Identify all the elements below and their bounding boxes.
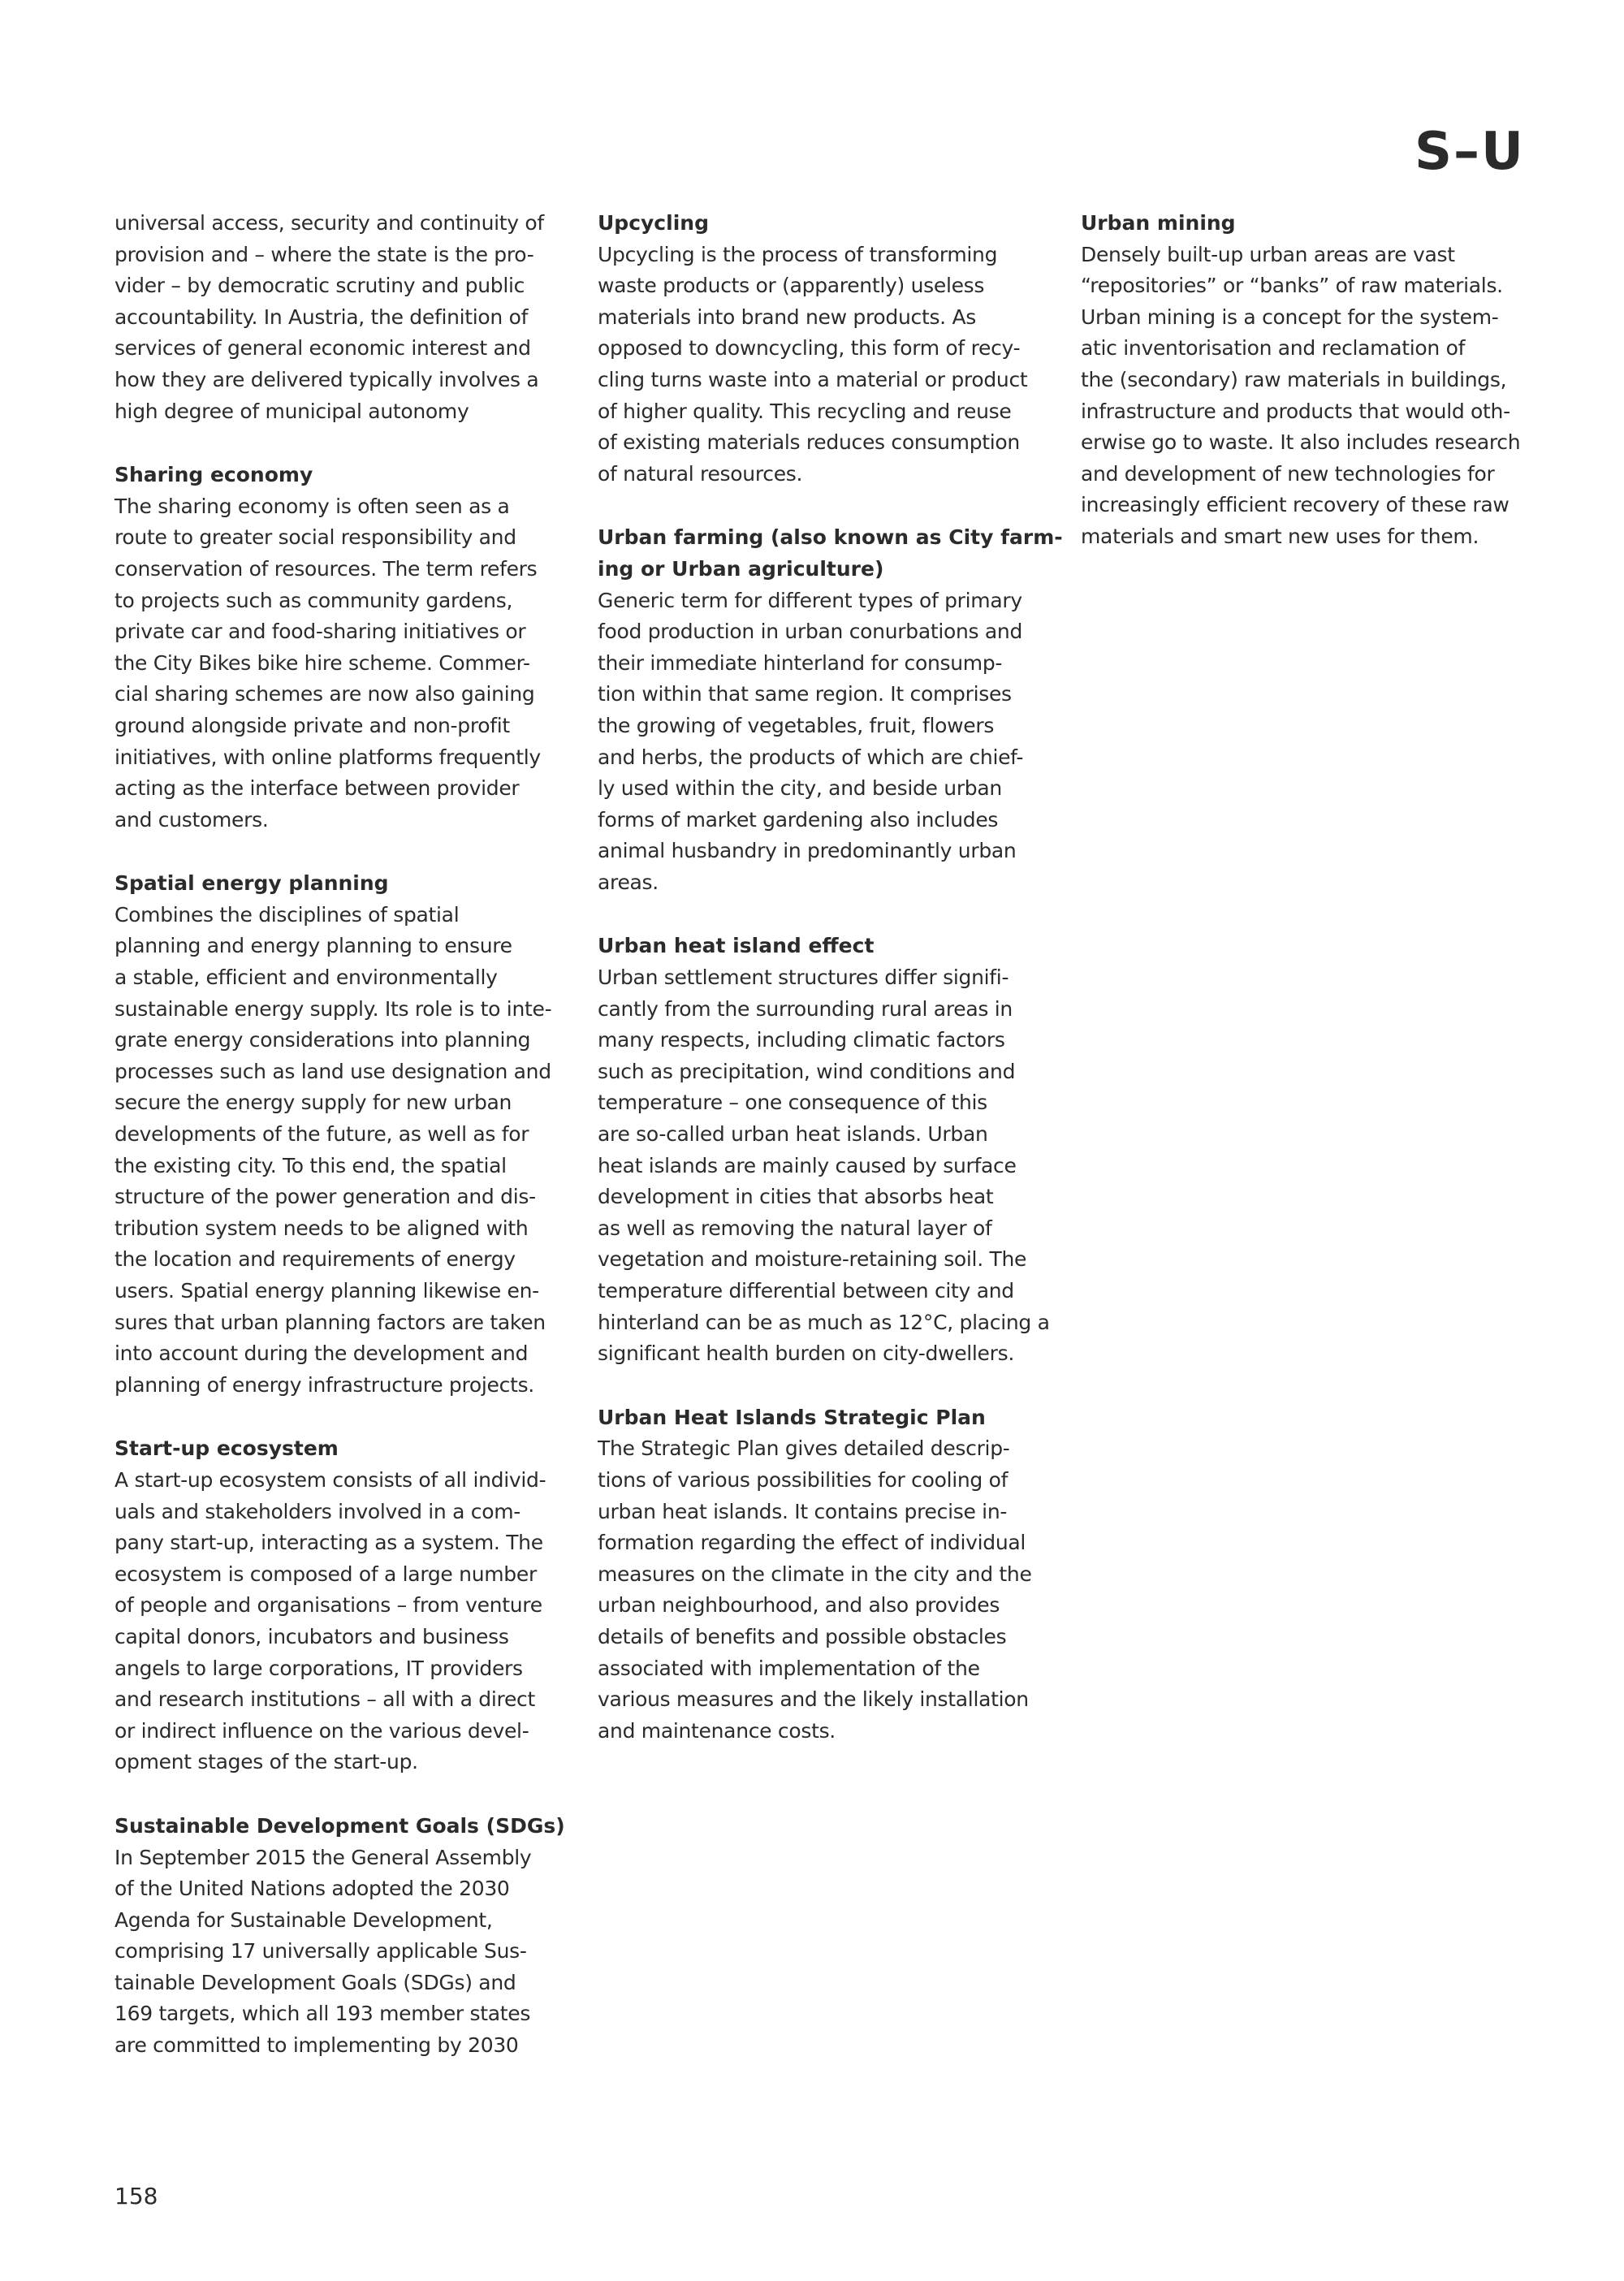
entry-text-line: of higher quality. This recycling and reuse — [598, 399, 1012, 423]
entry-text-line: into account during the development and — [114, 1341, 529, 1366]
entry-text-line: services of general economic interest and — [114, 336, 531, 361]
entry-text-line: 169 targets, which all 193 member states — [114, 2002, 531, 2026]
entry-heading: Sustainable Development Goals (SDGs) — [114, 1813, 565, 1838]
entry-text-line: how they are delivered typically involves a — [114, 367, 539, 391]
entry-text-line: accountability. In Austria, the definition of — [114, 305, 529, 329]
entry-text-line: temperature differential between city and — [598, 1279, 1014, 1303]
entry-text-line: “repositories” or “banks” of raw materials. — [1081, 274, 1503, 298]
entry-text-line: and research institutions – all with a direct — [114, 1687, 535, 1712]
entry-text-line: ly used within the city, and beside urban — [598, 776, 1002, 801]
entry-text-line: acting as the interface between provider — [114, 776, 520, 801]
glossary-entry — [598, 208, 1085, 490]
entry-text-line: processes such as land use designation and — [114, 1059, 551, 1083]
entry-text-line: significant health burden on city-dwellers. — [598, 1341, 1014, 1366]
entry-text-line: vider – by democratic scrutiny and public — [114, 274, 525, 298]
entry-text-line: a stable, efficient and environmentally — [114, 966, 498, 990]
entry-text-line: to projects such as community gardens, — [114, 588, 513, 612]
entry-heading: Urban mining — [1081, 211, 1236, 235]
entry-text-line: provision and – where the state is the pro- — [114, 242, 534, 266]
entry-text-line: tribution system needs to be aligned with — [114, 1216, 529, 1240]
entry-text-line: hinterland can be as much as 12°C, placing a — [598, 1310, 1050, 1334]
entry-text-line: many respects, including climatic factors — [598, 1028, 1005, 1052]
entry-text-line: of natural resources. — [598, 461, 803, 486]
entry-text-line: angels to large corporations, IT providers — [114, 1656, 523, 1680]
entry-text-line: tion within that same region. It comprises — [598, 682, 1012, 706]
entry-text-line: uals and stakeholders involved in a com- — [114, 1499, 520, 1523]
entry-text-line: A start-up ecosystem consists of all individ- — [114, 1467, 546, 1492]
column-3 — [1081, 208, 1568, 585]
glossary-entry — [598, 522, 1085, 898]
glossary-entry — [114, 1811, 602, 2062]
entry-text-line: the (secondary) raw materials in buildings, — [1081, 367, 1507, 391]
entry-text-line: The Strategic Plan gives detailed descrip- — [598, 1436, 1010, 1461]
glossary-entry — [1081, 208, 1568, 553]
entry-text-line: Combines the disciplines of spatial — [114, 902, 460, 927]
entry-text-line: cantly from the surrounding rural areas in — [598, 996, 1013, 1021]
entry-text-line: development in cities that absorbs heat — [598, 1185, 994, 1209]
entry-text-line: atic inventorisation and reclamation of — [1081, 336, 1466, 361]
entry-text-line: route to greater social responsibility and — [114, 525, 516, 550]
entry-text-line: food production in urban conurbations and — [598, 620, 1023, 644]
entry-heading: Sharing economy — [114, 463, 313, 487]
entry-text-line: and maintenance costs. — [598, 1718, 836, 1743]
entry-text-line: capital donors, incubators and business — [114, 1624, 509, 1648]
entry-text-line: planning and energy planning to ensure — [114, 934, 512, 958]
section-title: S–U — [1414, 122, 1525, 182]
entry-text-line: ecosystem is composed of a large number — [114, 1562, 537, 1586]
entry-heading: ing or Urban agriculture) — [598, 556, 884, 581]
entry-text-line: initiatives, with online platforms frequently — [114, 745, 541, 769]
entry-text-line: of the United Nations adopted the 2030 — [114, 1877, 510, 1901]
entry-text-line: private car and food-sharing initiatives or — [114, 620, 526, 644]
entry-heading: Spatial energy planning — [114, 871, 389, 896]
entry-text-line: and herbs, the products of which are chief- — [598, 745, 1024, 769]
entry-text-line: ground alongside private and non-profit — [114, 713, 510, 737]
entry-text-line: associated with implementation of the — [598, 1656, 980, 1680]
entry-text-line: tainable Development Goals (SDGs) and — [114, 1970, 516, 1994]
entry-text-line: urban neighbourhood, and also provides — [598, 1593, 1000, 1618]
entry-text-line: secure the energy supply for new urban — [114, 1091, 512, 1115]
entry-text-line: grate energy considerations into planning — [114, 1028, 531, 1052]
entry-text-line: measures on the climate in the city and the — [598, 1562, 1032, 1586]
entry-text-line: cling turns waste into a material or product — [598, 367, 1028, 391]
page-number: 158 — [114, 2183, 158, 2210]
entry-text-line: Generic term for different types of primary — [598, 588, 1022, 612]
entry-text-line: of existing materials reduces consumption — [598, 430, 1020, 455]
entry-text-line: Upcycling is the process of transforming — [598, 242, 998, 266]
entry-text-line: universal access, security and continuity of — [114, 211, 544, 235]
entry-heading: Urban farming (also known as City farm- — [598, 525, 1063, 550]
entry-text-line: of people and organisations – from venture — [114, 1593, 542, 1618]
entry-text-line: and customers. — [114, 807, 269, 832]
entry-text-line: areas. — [598, 870, 659, 894]
entry-text-line: Densely built-up urban areas are vast — [1081, 242, 1455, 266]
column-1 — [114, 208, 602, 2094]
entry-heading: Urban heat island effect — [598, 934, 875, 958]
entry-text-line: In September 2015 the General Assembly — [114, 1845, 532, 1869]
entry-text-line: and development of new technologies for — [1081, 461, 1495, 486]
entry-text-line: Agenda for Sustainable Development, — [114, 1907, 493, 1932]
entry-heading: Upcycling — [598, 211, 709, 235]
entry-text-line: their immediate hinterland for consump- — [598, 650, 1003, 675]
entry-text-line: are committed to implementing by 2030 — [114, 2033, 519, 2058]
entry-text-line: increasingly efficient recovery of these raw — [1081, 493, 1510, 517]
entry-text-line: sures that urban planning factors are taken — [114, 1310, 546, 1334]
entry-heading: Urban Heat Islands Strategic Plan — [598, 1405, 986, 1429]
column-2 — [598, 208, 1085, 1779]
entry-text-line: animal husbandry in predominantly urban — [598, 839, 1017, 863]
entry-text-line: various measures and the likely installation — [598, 1687, 1029, 1712]
entry-text-line: conservation of resources. The term refers — [114, 556, 538, 581]
entry-text-line: urban heat islands. It contains precise in- — [598, 1499, 1008, 1523]
entry-text-line: heat islands are mainly caused by surface — [598, 1153, 1017, 1177]
entry-text-line: The sharing economy is often seen as a — [114, 494, 510, 518]
entry-text-line: pany start-up, interacting as a system. The — [114, 1531, 543, 1555]
glossary-entry — [114, 868, 602, 1401]
entry-heading: Start-up ecosystem — [114, 1436, 339, 1461]
entry-text-line: developments of the future, as well as for — [114, 1122, 529, 1147]
entry-text-line: planning of energy infrastructure projects. — [114, 1372, 534, 1397]
glossary-entry — [114, 1433, 602, 1778]
entry-text-line: opment stages of the start-up. — [114, 1750, 418, 1774]
entry-text-line: temperature – one consequence of this — [598, 1091, 987, 1115]
entry-text-line: waste products or (apparently) useless — [598, 274, 985, 298]
entry-text-line: as well as removing the natural layer of — [598, 1216, 992, 1240]
entry-text-line: forms of market gardening also includes — [598, 807, 999, 832]
entry-text-line: materials into brand new products. As — [598, 305, 977, 329]
glossary-entry — [114, 208, 602, 427]
entry-text-line: materials and smart new uses for them. — [1081, 524, 1479, 548]
entry-text-line: high degree of municipal autonomy — [114, 399, 469, 423]
entry-text-line: such as precipitation, wind conditions and — [598, 1059, 1016, 1083]
entry-text-line: cial sharing schemes are now also gaining — [114, 682, 535, 706]
entry-text-line: sustainable energy supply. Its role is to inte- — [114, 996, 552, 1021]
entry-text-line: comprising 17 universally applicable Sus- — [114, 1939, 527, 1963]
entry-text-line: structure of the power generation and dis- — [114, 1185, 536, 1209]
entry-text-line: formation regarding the effect of individual — [598, 1531, 1026, 1555]
entry-text-line: erwise go to waste. It also includes research — [1081, 430, 1521, 455]
entry-text-line: infrastructure and products that would oth- — [1081, 399, 1510, 423]
entry-text-line: Urban settlement structures differ signifi- — [598, 966, 1009, 990]
entry-text-line: or indirect influence on the various devel- — [114, 1718, 529, 1743]
entry-text-line: the existing city. To this end, the spatial — [114, 1153, 507, 1177]
entry-text-line: users. Spatial energy planning likewise en- — [114, 1279, 539, 1303]
entry-text-line: are so-called urban heat islands. Urban — [598, 1122, 988, 1147]
entry-text-line: opposed to downcycling, this form of recy- — [598, 336, 1021, 361]
entry-text-line: tions of various possibilities for cooling of — [598, 1467, 1009, 1492]
entry-text-line: vegetation and moisture-retaining soil. The — [598, 1247, 1027, 1272]
entry-text-line: Urban mining is a concept for the system- — [1081, 305, 1499, 329]
entry-text-line: the City Bikes bike hire scheme. Commer- — [114, 650, 530, 675]
entry-text-line: the growing of vegetables, fruit, flowers — [598, 713, 995, 737]
entry-text-line: the location and requirements of energy — [114, 1247, 516, 1272]
glossary-entry — [598, 1402, 1085, 1747]
glossary-entry — [114, 460, 602, 836]
glossary-entry — [598, 931, 1085, 1369]
entry-text-line: details of benefits and possible obstacles — [598, 1624, 1007, 1648]
